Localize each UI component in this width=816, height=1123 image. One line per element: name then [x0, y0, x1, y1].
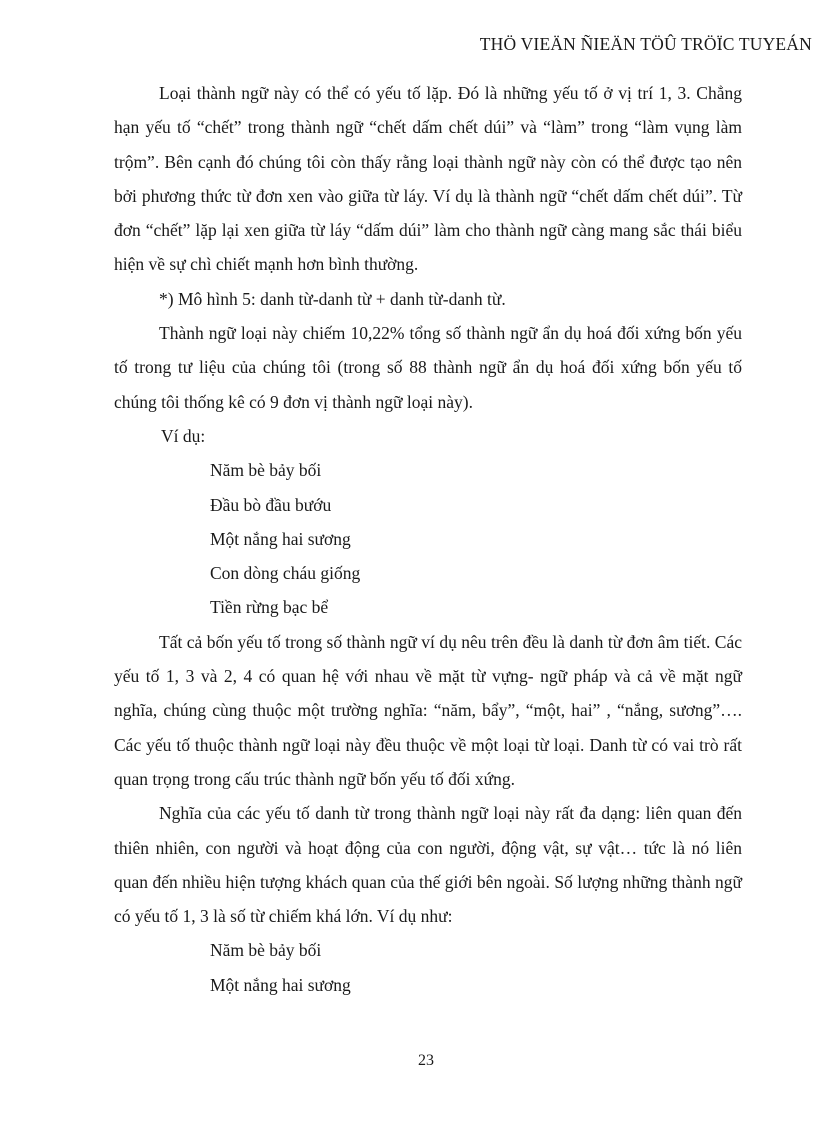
example-item: Con dòng cháu giống: [210, 563, 361, 584]
example-item: Tiền rừng bạc bể: [210, 597, 329, 618]
paragraph: Loại thành ngữ này có thể có yếu tố lặp. Đó là những yếu tố ở vị trí 1, 3. Chẳng hạn yếu tố “chết” trong thành ngữ “chết dấm chết dúi” và “làm” trong “làm vụng làm trộm”. Bên cạnh đó chúng tôi còn thấy rằng loại thành ngữ này còn có thể được tạo nên bởi phương thức từ đơn xen vào giữa từ láy. Ví dụ là thành ngữ “chết dấm chết dúi”. Từ đơn “chết” lặp lại xen giữa từ láy “dấm dúi” làm cho thành ngữ càng mang sắc thái biểu hiện về sự chì chiết mạnh hơn bình thường.: [114, 83, 742, 275]
example-item: Đầu bò đầu bướu: [210, 494, 332, 515]
example-item: Năm bè bảy bối: [210, 940, 322, 961]
example-item: Một nắng hai sương: [210, 974, 351, 995]
running-header: THÖ VIEÄN ÑIEÄN TÖÛ TRÖÏC TUYEÁN: [479, 34, 812, 54]
example-item: Một nắng hai sương: [210, 528, 351, 549]
paragraph: Thành ngữ loại này chiếm 10,22% tổng số thành ngữ ẩn dụ hoá đối xứng bốn yếu tố trong tư liệu của chúng tôi (trong số 88 thành ngữ ẩn dụ hoá đối xứng bốn yếu tố chúng tôi thống kê có 9 đơn vị thành ngữ loại này).: [114, 323, 742, 412]
page-number: 23: [418, 1052, 434, 1069]
example-item: Năm bè bảy bối: [210, 460, 322, 481]
paragraph: Nghĩa của các yếu tố danh từ trong thành ngữ loại này rất đa dạng: liên quan đến thiên nhiên, con người và hoạt động của con người, động vật, sự vật… tức là nó liên quan đến nhiều hiện tượng khách quan của thế giới bên ngoài. Số lượng những thành ngữ có yếu tố 1, 3 là số từ chiếm khá lớn. Ví dụ như:: [114, 803, 742, 927]
paragraph: Tất cả bốn yếu tố trong số thành ngữ ví dụ nêu trên đều là danh từ đơn âm tiết. Các yếu tố 1, 3 và 2, 4 có quan hệ với nhau về mặt từ vựng- ngữ pháp và cả về mặt ngữ nghĩa, chúng cùng thuộc một trường nghĩa: “năm, bẩy”, “một, hai” , “nắng, sương”…. Các yếu tố thuộc thành ngữ loại này đều thuộc về một loại từ loại. Danh từ có vai trò rất quan trọng trong cấu trúc thành ngữ bốn yếu tố đối xứng.: [114, 631, 742, 789]
model-heading: *) Mô hình 5: danh từ-danh từ + danh từ-danh từ.: [159, 288, 506, 309]
document-body: [114, 76, 742, 1002]
example-label: Ví dụ:: [161, 425, 206, 446]
